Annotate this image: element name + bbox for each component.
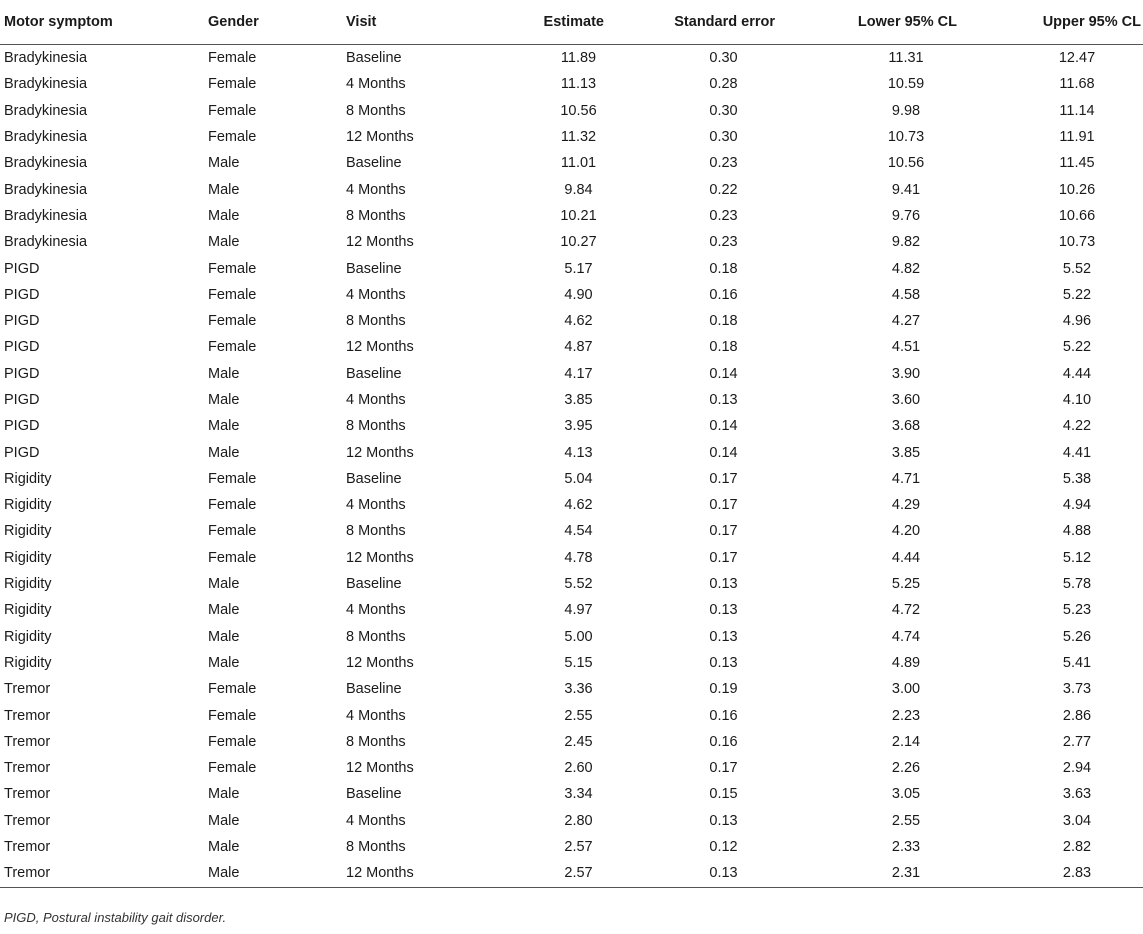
cell-upper-cl: 11.91	[1059, 129, 1095, 146]
cell-gender: Female	[208, 339, 257, 356]
table-footnote: PIGD, Postural instability gait disorder.	[4, 910, 227, 925]
cell-estimate: 4.54	[564, 523, 593, 540]
cell-motor-symptom: PIGD	[4, 444, 40, 461]
cell-estimate: 11.32	[560, 129, 597, 146]
cell-upper-cl: 3.73	[1062, 681, 1092, 698]
cell-estimate: 9.84	[564, 181, 593, 198]
cell-motor-symptom: PIGD	[4, 392, 40, 408]
cell-gender: Male	[208, 786, 240, 803]
cell-lower-cl: 3.60	[891, 392, 921, 408]
table-row	[0, 808, 1143, 834]
cell-lower-cl: 4.29	[891, 497, 921, 514]
cell-visit: 12 Months	[346, 129, 414, 146]
header-visit: Visit	[342, 0, 476, 45]
cell-motor-symptom: PIGD	[4, 286, 40, 303]
cell-lower-cl: 11.31	[888, 50, 924, 67]
cell-gender: Female	[208, 102, 257, 119]
cell-visit: Baseline	[346, 786, 402, 803]
cell-visit: 4 Months	[346, 602, 406, 619]
cell-visit: 8 Months	[346, 102, 406, 119]
cell-estimate: 10.56	[560, 102, 597, 119]
table-row	[0, 492, 1143, 518]
cell-motor-symptom: Tremor	[0, 860, 204, 887]
cell-gender: Male	[208, 234, 240, 251]
table-row	[0, 571, 1143, 597]
header-row	[0, 0, 1143, 45]
cell-standard-error: 0.18	[709, 313, 738, 330]
cell-lower-cl: 4.20	[891, 523, 921, 540]
cell-gender: Female	[208, 470, 257, 487]
cell-estimate: 2.55	[564, 707, 593, 724]
cell-standard-error: 0.22	[709, 181, 738, 198]
cell-upper-cl: 5.38	[1062, 470, 1092, 487]
cell-visit: Baseline	[346, 681, 402, 698]
cell-estimate: 4.97	[564, 602, 593, 619]
cell-upper-cl: 2.77	[1062, 733, 1092, 750]
cell-gender: Male	[208, 654, 240, 671]
cell-motor-symptom: Tremor	[4, 839, 51, 856]
cell-standard-error: 0.23	[709, 155, 738, 172]
cell-motor-symptom: PIGD	[4, 365, 40, 382]
cell-motor-symptom: Rigidity	[4, 470, 52, 487]
cell-standard-error: 0.18	[709, 339, 738, 356]
cell-standard-error: 0.14	[709, 418, 738, 435]
cell-gender: Male	[208, 602, 240, 619]
cell-estimate: 4.90	[564, 286, 593, 303]
cell-standard-error: 0.16	[709, 733, 738, 750]
cell-lower-cl: 2.26	[891, 760, 921, 777]
cell-gender: Female	[208, 129, 257, 146]
cell-upper-cl: 2.86	[1062, 707, 1092, 724]
table-row	[0, 834, 1143, 860]
cell-standard-error: 0.17	[709, 760, 738, 777]
cell-upper-cl: 4.41	[1062, 444, 1092, 461]
cell-upper-cl: 4.22	[1062, 418, 1092, 435]
cell-lower-cl: 4.27	[891, 313, 921, 330]
header-estimate: Estimate	[476, 0, 626, 45]
header-gender: Gender	[204, 0, 342, 45]
header-standard-error: Standard error	[626, 0, 801, 45]
cell-standard-error: 0.13	[709, 812, 738, 829]
cell-visit: 12 Months	[346, 654, 414, 671]
cell-standard-error: 0.12	[709, 839, 738, 856]
cell-lower-cl: 4.58	[891, 286, 921, 303]
cell-standard-error: 0.30	[709, 102, 738, 119]
cell-estimate: 2.45	[564, 733, 593, 750]
cell-standard-error: 0.16	[709, 286, 738, 303]
cell-motor-symptom: Rigidity	[4, 602, 52, 619]
cell-motor-symptom: Tremor	[4, 786, 51, 803]
header-upper-cl: Upper 95% CL	[971, 0, 1143, 45]
cell-standard-error: 0.13	[709, 392, 738, 408]
cell-visit: 4 Months	[346, 497, 406, 514]
cell-upper-cl: 4.44	[1062, 365, 1092, 382]
cell-gender: Female	[208, 681, 257, 698]
cell-standard-error: 0.30	[709, 129, 738, 146]
table-row	[0, 439, 1143, 465]
cell-estimate: 2.60	[564, 760, 593, 777]
cell-motor-symptom: Rigidity	[4, 523, 52, 540]
cell-gender: Female	[208, 50, 257, 67]
cell-motor-symptom: Tremor	[4, 733, 51, 750]
cell-standard-error: 0.15	[709, 786, 738, 803]
table-row	[0, 597, 1143, 623]
cell-gender: Male	[208, 839, 240, 856]
cell-standard-error: 0.23	[709, 207, 738, 224]
cell-upper-cl: 10.26	[1058, 181, 1096, 198]
cell-gender: Female	[208, 286, 257, 303]
cell-upper-cl: 11.68	[1059, 76, 1095, 93]
cell-gender: Male	[208, 812, 240, 829]
cell-visit: Baseline	[346, 155, 402, 172]
cell-upper-cl: 11.45	[1059, 155, 1095, 172]
cell-estimate: 4.17	[564, 365, 593, 382]
cell-upper-cl: 10.66	[1058, 207, 1096, 224]
cell-estimate: 5.04	[564, 470, 593, 487]
cell-standard-error: 0.13	[709, 628, 738, 645]
cell-lower-cl: 3.68	[891, 418, 921, 435]
cell-standard-error: 0.23	[709, 234, 738, 251]
cell-visit: 4 Months	[346, 812, 406, 829]
table-row	[0, 98, 1143, 124]
cell-lower-cl: 4.74	[891, 628, 921, 645]
table-header	[0, 0, 1143, 45]
cell-motor-symptom: Bradykinesia	[4, 129, 88, 146]
cell-estimate: 10.27	[560, 234, 597, 251]
cell-motor-symptom: Rigidity	[4, 497, 52, 514]
cell-visit: 8 Months	[346, 418, 406, 435]
cell-estimate: 11.13	[560, 76, 597, 93]
cell-motor-symptom: Bradykinesia	[4, 155, 88, 172]
cell-motor-symptom: Rigidity	[4, 576, 52, 593]
cell-estimate: 5.00	[564, 628, 593, 645]
cell-visit: 12 Months	[346, 549, 414, 566]
table-row	[0, 650, 1143, 676]
cell-gender: Male	[208, 207, 240, 224]
cell-gender: Male	[208, 181, 240, 198]
cell-gender: Female	[208, 523, 257, 540]
cell-visit: Baseline	[346, 365, 402, 382]
cell-estimate: 3.36	[564, 681, 593, 698]
cell-visit: 4 Months	[346, 181, 406, 198]
cell-standard-error: 0.17	[709, 549, 738, 566]
cell-gender: Female	[208, 76, 257, 93]
cell-gender: Female	[208, 733, 257, 750]
cell-lower-cl: 4.82	[891, 260, 921, 277]
cell-estimate: 11.89	[560, 50, 597, 67]
cell-lower-cl: 4.44	[891, 549, 921, 566]
cell-motor-symptom: Bradykinesia	[4, 76, 88, 93]
cell-estimate: 2.57	[564, 839, 593, 856]
cell-standard-error: 0.30	[709, 50, 738, 67]
cell-upper-cl: 2.82	[1062, 839, 1092, 856]
table-row	[0, 71, 1143, 97]
cell-lower-cl: 2.55	[891, 812, 921, 829]
cell-estimate: 4.87	[564, 339, 593, 356]
cell-visit: 12 Months	[342, 860, 476, 887]
cell-motor-symptom: Tremor	[4, 707, 51, 724]
cell-upper-cl: 3.63	[1062, 786, 1092, 803]
cell-lower-cl: 9.76	[891, 207, 921, 224]
table-body	[0, 45, 1143, 888]
table-row	[0, 755, 1143, 781]
cell-visit: 8 Months	[346, 839, 406, 856]
cell-gender: Female	[208, 760, 257, 777]
table-row	[0, 334, 1143, 360]
cell-upper-cl: 5.22	[1062, 339, 1092, 356]
cell-upper-cl: 4.88	[1062, 523, 1092, 540]
cell-visit: Baseline	[346, 576, 402, 593]
cell-estimate: 4.13	[564, 444, 593, 461]
cell-estimate: 5.15	[564, 654, 593, 671]
cell-visit: Baseline	[346, 260, 402, 277]
cell-standard-error: 0.13	[709, 576, 738, 593]
cell-motor-symptom: PIGD	[4, 313, 40, 330]
cell-lower-cl: 2.31	[801, 860, 971, 887]
cell-gender: Female	[208, 497, 257, 514]
cell-lower-cl: 4.71	[891, 470, 921, 487]
cell-visit: 12 Months	[346, 234, 414, 251]
cell-estimate: 11.01	[560, 155, 597, 172]
cell-lower-cl: 4.51	[891, 339, 921, 356]
cell-upper-cl: 10.73	[1058, 234, 1096, 251]
cell-gender: Male	[208, 576, 240, 593]
cell-upper-cl: 5.52	[1062, 260, 1092, 277]
table-row	[0, 518, 1143, 544]
cell-lower-cl: 4.89	[891, 654, 921, 671]
cell-lower-cl: 9.41	[891, 181, 921, 198]
cell-lower-cl: 3.85	[891, 444, 921, 461]
cell-motor-symptom: PIGD	[4, 418, 40, 435]
cell-upper-cl: 5.23	[1062, 602, 1092, 619]
cell-visit: 4 Months	[346, 707, 406, 724]
cell-motor-symptom: Bradykinesia	[4, 207, 88, 224]
cell-upper-cl: 2.94	[1062, 760, 1092, 777]
cell-standard-error: 0.14	[709, 365, 738, 382]
cell-standard-error: 0.17	[709, 470, 738, 487]
cell-upper-cl: 5.41	[1062, 654, 1092, 671]
cell-upper-cl: 4.96	[1062, 313, 1092, 330]
table-row	[0, 729, 1143, 755]
table-row	[0, 255, 1143, 281]
cell-upper-cl: 12.47	[1058, 50, 1096, 67]
cell-motor-symptom: Tremor	[4, 812, 51, 829]
cell-standard-error: 0.13	[709, 602, 738, 619]
table-row	[0, 702, 1143, 728]
table-row	[0, 124, 1143, 150]
table-row	[0, 676, 1143, 702]
cell-standard-error: 0.14	[709, 444, 738, 461]
table-row	[0, 545, 1143, 571]
cell-lower-cl: 9.82	[891, 234, 921, 251]
cell-motor-symptom: PIGD	[4, 339, 40, 356]
cell-visit: 8 Months	[346, 207, 406, 224]
cell-motor-symptom: Tremor	[4, 681, 51, 698]
cell-visit: 4 Months	[346, 76, 406, 93]
cell-standard-error: 0.16	[709, 707, 738, 724]
cell-estimate: 5.52	[564, 576, 593, 593]
header-motor-symptom: Motor symptom	[0, 0, 204, 45]
table-row	[0, 176, 1143, 202]
table-row	[0, 624, 1143, 650]
cell-gender: Male	[208, 628, 240, 645]
cell-upper-cl: 4.10	[1062, 392, 1092, 408]
cell-lower-cl: 10.59	[887, 76, 925, 93]
table-row	[0, 466, 1143, 492]
cell-motor-symptom: Bradykinesia	[4, 181, 88, 198]
cell-lower-cl: 4.72	[891, 602, 921, 619]
cell-estimate: 3.34	[564, 786, 593, 803]
table-row	[0, 413, 1143, 439]
table-row	[0, 387, 1143, 413]
cell-gender: Female	[208, 260, 257, 277]
table-row	[0, 361, 1143, 387]
cell-estimate: 2.57	[476, 860, 626, 887]
table-row	[0, 282, 1143, 308]
cell-upper-cl: 2.83	[971, 860, 1143, 887]
table-row	[0, 308, 1143, 334]
cell-standard-error: 0.19	[709, 681, 738, 698]
cell-motor-symptom: Bradykinesia	[4, 102, 88, 119]
cell-estimate: 3.85	[564, 392, 593, 408]
cell-standard-error: 0.17	[709, 523, 738, 540]
cell-visit: 12 Months	[346, 760, 414, 777]
cell-standard-error: 0.28	[709, 76, 738, 93]
cell-motor-symptom: Rigidity	[4, 654, 52, 671]
cell-visit: 8 Months	[346, 313, 406, 330]
table-row	[0, 781, 1143, 807]
cell-motor-symptom: PIGD	[4, 260, 40, 277]
header-lower-cl: Lower 95% CL	[801, 0, 971, 45]
cell-standard-error: 0.13	[626, 860, 801, 887]
cell-estimate: 2.80	[564, 812, 593, 829]
cell-visit: Baseline	[346, 470, 402, 487]
cell-visit: 8 Months	[346, 523, 406, 540]
cell-lower-cl: 9.98	[891, 102, 921, 119]
cell-upper-cl: 4.94	[1062, 497, 1092, 514]
cell-standard-error: 0.13	[709, 654, 738, 671]
cell-motor-symptom: Bradykinesia	[4, 50, 88, 67]
cell-gender: Male	[208, 155, 240, 172]
cell-lower-cl: 10.73	[887, 129, 925, 146]
cell-motor-symptom: Tremor	[4, 760, 51, 777]
cell-upper-cl: 5.26	[1062, 628, 1092, 645]
cell-upper-cl: 5.12	[1062, 549, 1092, 566]
cell-lower-cl: 3.00	[891, 681, 921, 698]
cell-upper-cl: 5.78	[1062, 576, 1092, 593]
cell-standard-error: 0.18	[709, 260, 738, 277]
cell-gender: Female	[208, 549, 257, 566]
table-row	[0, 45, 1143, 72]
cell-gender: Male	[208, 444, 240, 461]
cell-estimate: 10.21	[560, 207, 597, 224]
cell-visit: Baseline	[346, 50, 402, 67]
table-row	[0, 150, 1143, 176]
cell-upper-cl: 3.04	[1062, 812, 1092, 829]
cell-lower-cl: 2.33	[891, 839, 921, 856]
cell-estimate: 4.62	[564, 313, 593, 330]
cell-upper-cl: 11.14	[1059, 102, 1095, 119]
cell-lower-cl: 3.90	[891, 365, 921, 382]
cell-gender: Male	[204, 860, 342, 887]
cell-lower-cl: 3.05	[891, 786, 921, 803]
cell-gender: Male	[208, 365, 240, 382]
cell-lower-cl: 10.56	[887, 155, 925, 172]
cell-gender: Female	[208, 313, 257, 330]
cell-gender: Male	[208, 392, 240, 408]
cell-motor-symptom: Rigidity	[4, 549, 52, 566]
cell-visit: 4 Months	[346, 286, 406, 303]
cell-visit: 12 Months	[346, 339, 414, 356]
table-row	[0, 203, 1143, 229]
cell-visit: 8 Months	[346, 628, 406, 645]
cell-gender: Male	[208, 418, 240, 435]
cell-estimate: 5.17	[564, 260, 593, 277]
cell-visit: 4 Months	[346, 392, 406, 408]
table-row	[0, 860, 1143, 887]
cell-visit: 12 Months	[346, 444, 414, 461]
table-row	[0, 229, 1143, 255]
cell-lower-cl: 2.23	[891, 707, 921, 724]
cell-gender: Female	[208, 707, 257, 724]
cell-motor-symptom: Bradykinesia	[4, 234, 88, 251]
cell-estimate: 4.78	[564, 549, 593, 566]
cell-visit: 8 Months	[346, 733, 406, 750]
cell-lower-cl: 2.14	[891, 733, 921, 750]
cell-estimate: 3.95	[564, 418, 593, 435]
cell-standard-error: 0.17	[709, 497, 738, 514]
cell-lower-cl: 5.25	[891, 576, 921, 593]
cell-upper-cl: 5.22	[1062, 286, 1092, 303]
cell-motor-symptom: Rigidity	[4, 628, 52, 645]
cell-estimate: 4.62	[564, 497, 593, 514]
